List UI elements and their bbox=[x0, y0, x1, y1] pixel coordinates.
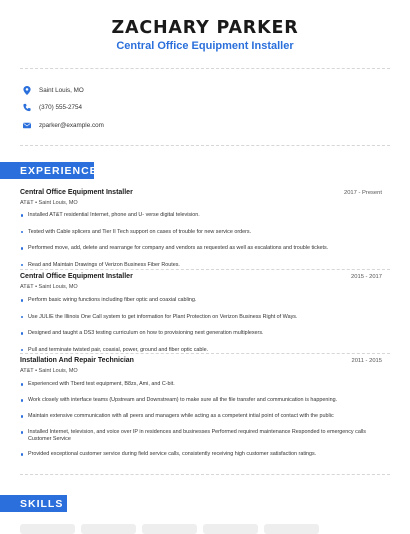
candidate-name: ZACHARY PARKER bbox=[111, 18, 299, 38]
bullet-item: Read and Maintain Drawings of Verizon Business Fiber Routes. bbox=[20, 262, 382, 269]
company-name: AT&T bbox=[20, 368, 34, 374]
bullet-item: Installed Internet, television, and voice over IP in residences and businesses Performed required maintenance Responded to emergency calls Customer Service bbox=[20, 429, 382, 443]
job-dates: 2017 - Present bbox=[343, 190, 382, 196]
contact-email bbox=[23, 119, 104, 131]
skill-chip bbox=[142, 524, 197, 534]
experience-section-header: EXPERIENCE bbox=[0, 162, 94, 179]
job-company: AT&T • Saint Louis, MO bbox=[20, 284, 78, 290]
bullet-list bbox=[20, 212, 382, 269]
job-title: Installation And Repair Technician bbox=[20, 357, 134, 364]
company-location: Saint Louis, MO bbox=[38, 284, 78, 290]
phone-icon bbox=[23, 103, 31, 112]
job-dates: 2015 - 2017 bbox=[351, 274, 382, 280]
contact-location bbox=[23, 84, 84, 96]
bullet-item: Installed AT&T residential Internet, phone and U- verse digital television. bbox=[20, 212, 382, 219]
skill-chip bbox=[81, 524, 136, 534]
company-name: AT&T bbox=[20, 200, 34, 206]
bullet-item: Perform basic wiring functions including fiber optic and coaxial cabling. bbox=[20, 297, 382, 304]
email-text: zparker@example.com bbox=[39, 121, 104, 129]
job-entry bbox=[20, 189, 382, 269]
skill-chip bbox=[20, 524, 75, 534]
skills-list bbox=[20, 524, 319, 534]
bullet-item: Work closely with interface teams (Upstream and Downstream) to make sure all the file transfer and communication is happening. bbox=[20, 397, 382, 404]
job-company: AT&T • Saint Louis, MO bbox=[20, 200, 78, 206]
bullet-list bbox=[20, 381, 382, 458]
bullet-item: Maintain extensive communication with all peers and managers while acting as a competent intial point of contact with the public bbox=[20, 413, 382, 420]
skills-section-header: SKILLS bbox=[0, 495, 67, 512]
location-text: Saint Louis, MO bbox=[39, 86, 84, 94]
bullet-item: Experienced with Tberd test equipment, B8zs, Ami, and C-bit. bbox=[20, 381, 382, 388]
divider bbox=[20, 353, 390, 354]
company-location: Saint Louis, MO bbox=[38, 200, 78, 206]
divider bbox=[20, 68, 390, 69]
divider bbox=[20, 474, 390, 475]
skill-chip bbox=[203, 524, 258, 534]
company-location: Saint Louis, MO bbox=[38, 368, 78, 374]
divider bbox=[20, 145, 390, 146]
job-company: AT&T • Saint Louis, MO bbox=[20, 368, 78, 374]
email-icon bbox=[23, 121, 31, 130]
skill-chip bbox=[264, 524, 319, 534]
job-title-heading: Central Office Equipment Installer bbox=[116, 40, 294, 52]
bullet-item: Tested with Cable splicers and Tier II Tech support on cases of trouble for new service orders. bbox=[20, 229, 382, 236]
bullet-item: Provided exceptional customer service during field service calls, consistently receiving high customer satisfaction ratings. bbox=[20, 451, 382, 458]
bullet-item: Performed move, add, delete and rearrange for company and vendors as requested as well as escalations and trouble tickets. bbox=[20, 245, 382, 252]
location-pin-icon bbox=[23, 86, 31, 95]
bullet-item: Pull and terminate twisted pair, coaxial, power, ground and fiber optic cable. bbox=[20, 347, 382, 354]
bullet-item: Designed and taught a DS3 testing curriculum on how to provisioning next generation multiplexers. bbox=[20, 330, 382, 337]
job-entry bbox=[20, 273, 382, 354]
job-entry bbox=[20, 357, 382, 458]
phone-text: (370) 555-2754 bbox=[39, 103, 83, 111]
bullet-list bbox=[20, 297, 382, 354]
job-title: Central Office Equipment Installer bbox=[20, 189, 133, 196]
divider bbox=[20, 269, 390, 270]
job-dates: 2011 - 2015 bbox=[351, 358, 382, 364]
contact-phone bbox=[23, 101, 82, 113]
bullet-item: Use JULIE the Illinois One Call system to get information for Plant Protection on Verizon Business Right of Ways. bbox=[20, 314, 382, 321]
job-title: Central Office Equipment Installer bbox=[20, 273, 133, 280]
company-name: AT&T bbox=[20, 284, 34, 290]
